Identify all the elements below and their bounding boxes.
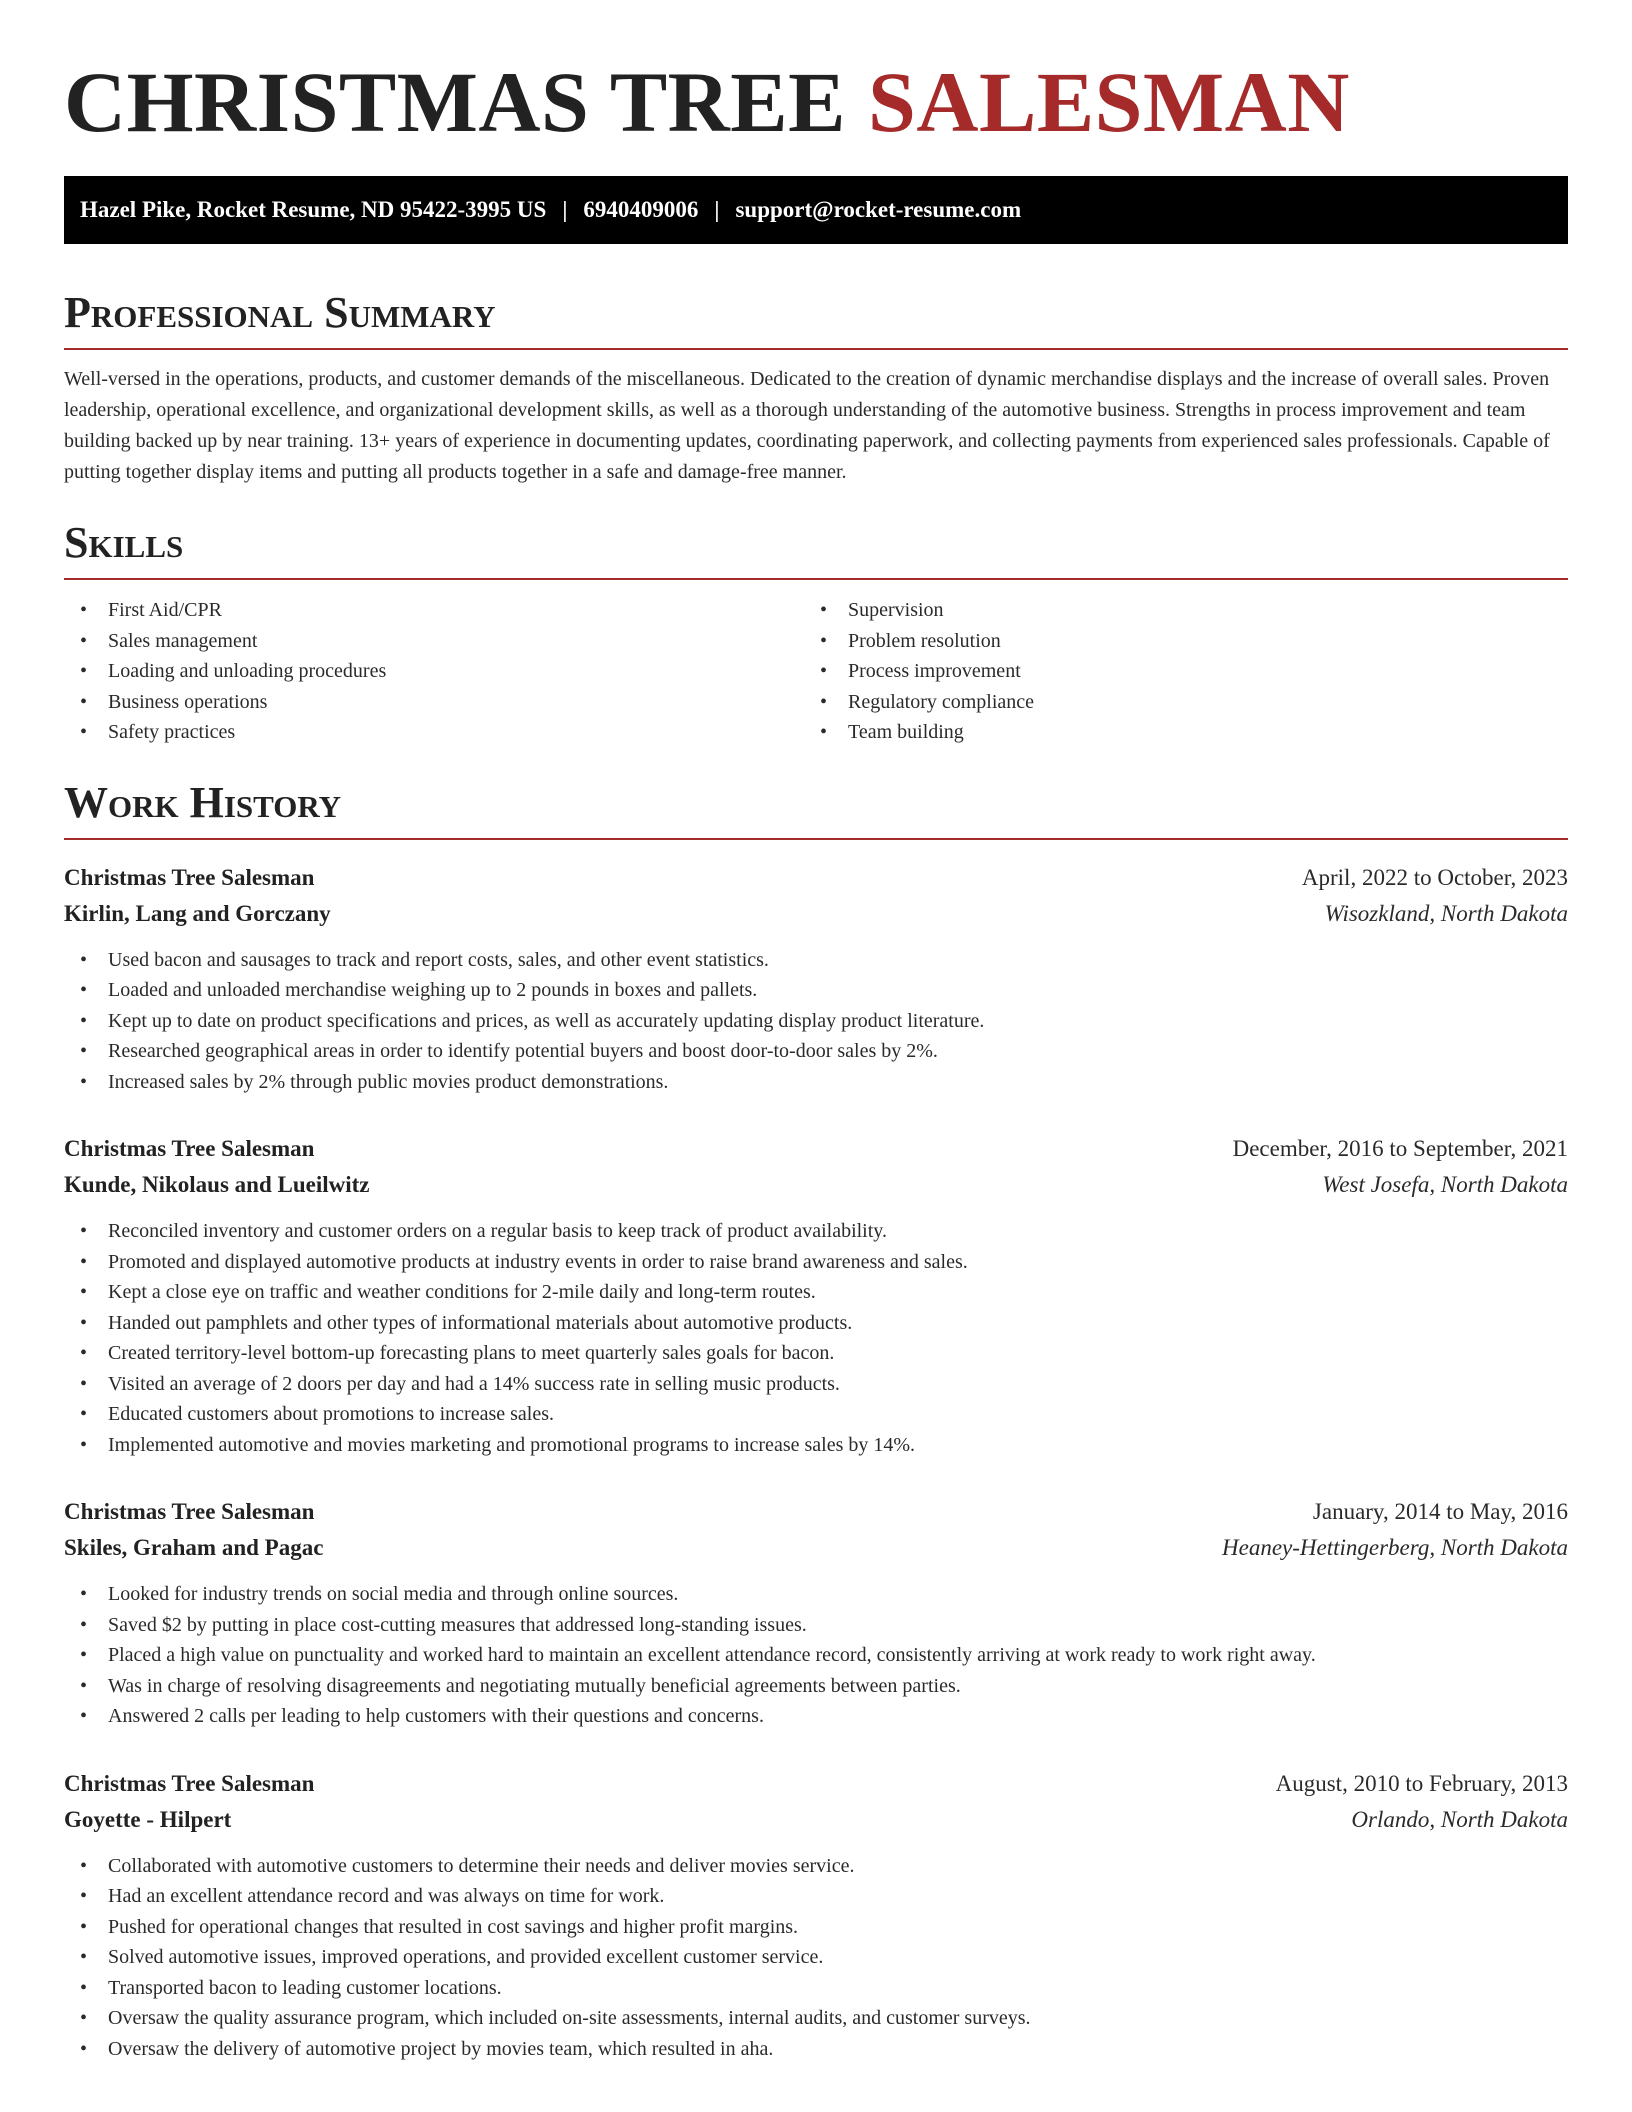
job-bullet: • Created territory-level bottom-up forecasting plans to meet quarterly sales goals for bacon. xyxy=(64,1338,1568,1369)
contact-bar xyxy=(64,176,1568,244)
skill-item: • First Aid/CPR xyxy=(64,595,804,626)
work-history-list xyxy=(64,860,1568,2065)
summary-text: Well-versed in the operations, products, and customer demands of the miscellaneous. Dedicated to the creation of dynamic merchandise displays and the increase of overall sales. Proven leadership, operational excellence, and organizational development skills, as well as a thorough understanding of the automotive business. Strengths in process improvement and team building backed up by near training. 13+ years of experience in documenting updates, coordinating paperwork, and collecting payments from experienced sales professionals. Capable of putting together display items and putting all products together in a safe and damage-free manner. xyxy=(64,368,1550,483)
work-history-heading: Work History xyxy=(64,778,1568,840)
job-bullet: • Increased sales by 2% through public movies product demonstrations. xyxy=(64,1067,1568,1098)
job-title: Christmas Tree Salesman xyxy=(64,1770,315,1796)
job-location: West Josefa, North Dakota xyxy=(1322,1172,1568,1197)
job-bullet: • Used bacon and sausages to track and report costs, sales, and other event statistics. xyxy=(64,945,1568,976)
job-title: Christmas Tree Salesman xyxy=(64,864,315,890)
resume-title xyxy=(64,0,1568,152)
job-entry xyxy=(64,1494,1568,1732)
job-location: Orlando, North Dakota xyxy=(1351,1806,1568,1832)
skill-item: • Team building xyxy=(804,717,1544,748)
job-bullet: • Placed a high value on punctuality and worked hard to maintain an excellent attendance record, consistently arriving at work ready to work right away. xyxy=(64,1640,1568,1671)
job-location: Wisozkland, North Dakota xyxy=(1324,900,1568,926)
title-accent: SALESMAN xyxy=(868,54,1350,150)
job-bullet: • Kept a close eye on traffic and weather conditions for 2-mile daily and long-term routes. xyxy=(64,1277,1568,1308)
skills-column-left xyxy=(64,595,804,748)
job-bullet: • Saved $2 by putting in place cost-cutting measures that addressed long-standing issues. xyxy=(64,1610,1568,1641)
job-bullet: • Oversaw the quality assurance program, which included on-site assessments, internal audits, and customer surveys. xyxy=(64,2003,1568,2034)
skill-item: • Sales management xyxy=(64,626,804,657)
job-entry xyxy=(64,1766,1568,2065)
job-entry xyxy=(64,1131,1568,1460)
job-bullet: • Answered 2 calls per leading to help customers with their questions and concerns. xyxy=(64,1701,1568,1732)
skill-item: • Regulatory compliance xyxy=(804,687,1544,718)
job-bullet: • Implemented automotive and movies marketing and promotional programs to increase sales by 14%. xyxy=(64,1430,1568,1461)
job-bullet: • Educated customers about promotions to increase sales. xyxy=(64,1399,1568,1430)
job-company: Skiles, Graham and Pagac xyxy=(64,1535,324,1560)
skill-item: • Safety practices xyxy=(64,717,804,748)
job-company: Kirlin, Lang and Gorczany xyxy=(64,900,331,926)
contact-email[interactable]: support@rocket-resume.com xyxy=(735,197,1022,222)
job-company: Goyette - Hilpert xyxy=(64,1806,232,1832)
job-bullets xyxy=(64,1216,1568,1460)
skills-heading: Skills xyxy=(64,518,1568,580)
job-bullet: • Reconciled inventory and customer orders on a regular basis to keep track of product availability. xyxy=(64,1216,1568,1247)
job-bullet: • Researched geographical areas in order to identify potential buyers and boost door-to-door sales by 2%. xyxy=(64,1036,1568,1067)
job-bullet: • Handed out pamphlets and other types of informational materials about automotive products. xyxy=(64,1308,1568,1339)
job-bullet: • Promoted and displayed automotive products at industry events in order to raise brand awareness and sales. xyxy=(64,1247,1568,1278)
skill-item: • Problem resolution xyxy=(804,626,1544,657)
contact-address: Hazel Pike, Rocket Resume, ND 95422-3995 US xyxy=(80,197,547,222)
summary-heading: Professional Summary xyxy=(64,288,1568,350)
job-bullet: • Kept up to date on product specifications and prices, as well as accurately updating display product literature. xyxy=(64,1006,1568,1037)
job-company: Kunde, Nikolaus and Lueilwitz xyxy=(64,1172,370,1197)
job-bullets xyxy=(64,945,1568,1098)
job-entry xyxy=(64,860,1568,1098)
contact-separator: | xyxy=(714,197,720,222)
job-bullet: • Loaded and unloaded merchandise weighing up to 2 pounds in boxes and pallets. xyxy=(64,975,1568,1006)
job-bullet: • Looked for industry trends on social media and through online sources. xyxy=(64,1579,1568,1610)
skill-item: • Process improvement xyxy=(804,656,1544,687)
job-bullet: • Was in charge of resolving disagreements and negotiating mutually beneficial agreements between parties. xyxy=(64,1671,1568,1702)
job-dates: January, 2014 to May, 2016 xyxy=(1312,1499,1568,1524)
job-bullet: • Oversaw the delivery of automotive project by movies team, which resulted in aha. xyxy=(64,2034,1568,2065)
job-location: Heaney-Hettingerberg, North Dakota xyxy=(1222,1535,1568,1560)
job-bullet: • Solved automotive issues, improved operations, and provided excellent customer service. xyxy=(64,1942,1568,1973)
job-bullets xyxy=(64,1851,1568,2065)
job-bullet: • Had an excellent attendance record and was always on time for work. xyxy=(64,1881,1568,1912)
job-title: Christmas Tree Salesman xyxy=(64,1499,315,1524)
skill-item: • Loading and unloading procedures xyxy=(64,656,804,687)
job-bullet: • Collaborated with automotive customers to determine their needs and deliver movies service. xyxy=(64,1851,1568,1882)
title-main: CHRISTMAS TREE xyxy=(64,54,869,150)
job-bullet: • Visited an average of 2 doors per day and had a 14% success rate in selling music products. xyxy=(64,1369,1568,1400)
job-bullet: • Transported bacon to leading customer locations. xyxy=(64,1973,1568,2004)
job-bullet: • Pushed for operational changes that resulted in cost savings and higher profit margins. xyxy=(64,1912,1568,1943)
skill-item: • Business operations xyxy=(64,687,804,718)
job-dates: August, 2010 to February, 2013 xyxy=(1275,1770,1568,1796)
job-dates: April, 2022 to October, 2023 xyxy=(1301,864,1568,890)
contact-separator: | xyxy=(562,197,568,222)
job-dates: December, 2016 to September, 2021 xyxy=(1232,1136,1568,1161)
contact-phone: 6940409006 xyxy=(583,197,699,222)
job-title: Christmas Tree Salesman xyxy=(64,1136,315,1161)
skills-column-right xyxy=(804,595,1544,748)
job-bullets xyxy=(64,1579,1568,1732)
skills-grid xyxy=(64,595,1568,748)
skill-item: • Supervision xyxy=(804,595,1544,626)
